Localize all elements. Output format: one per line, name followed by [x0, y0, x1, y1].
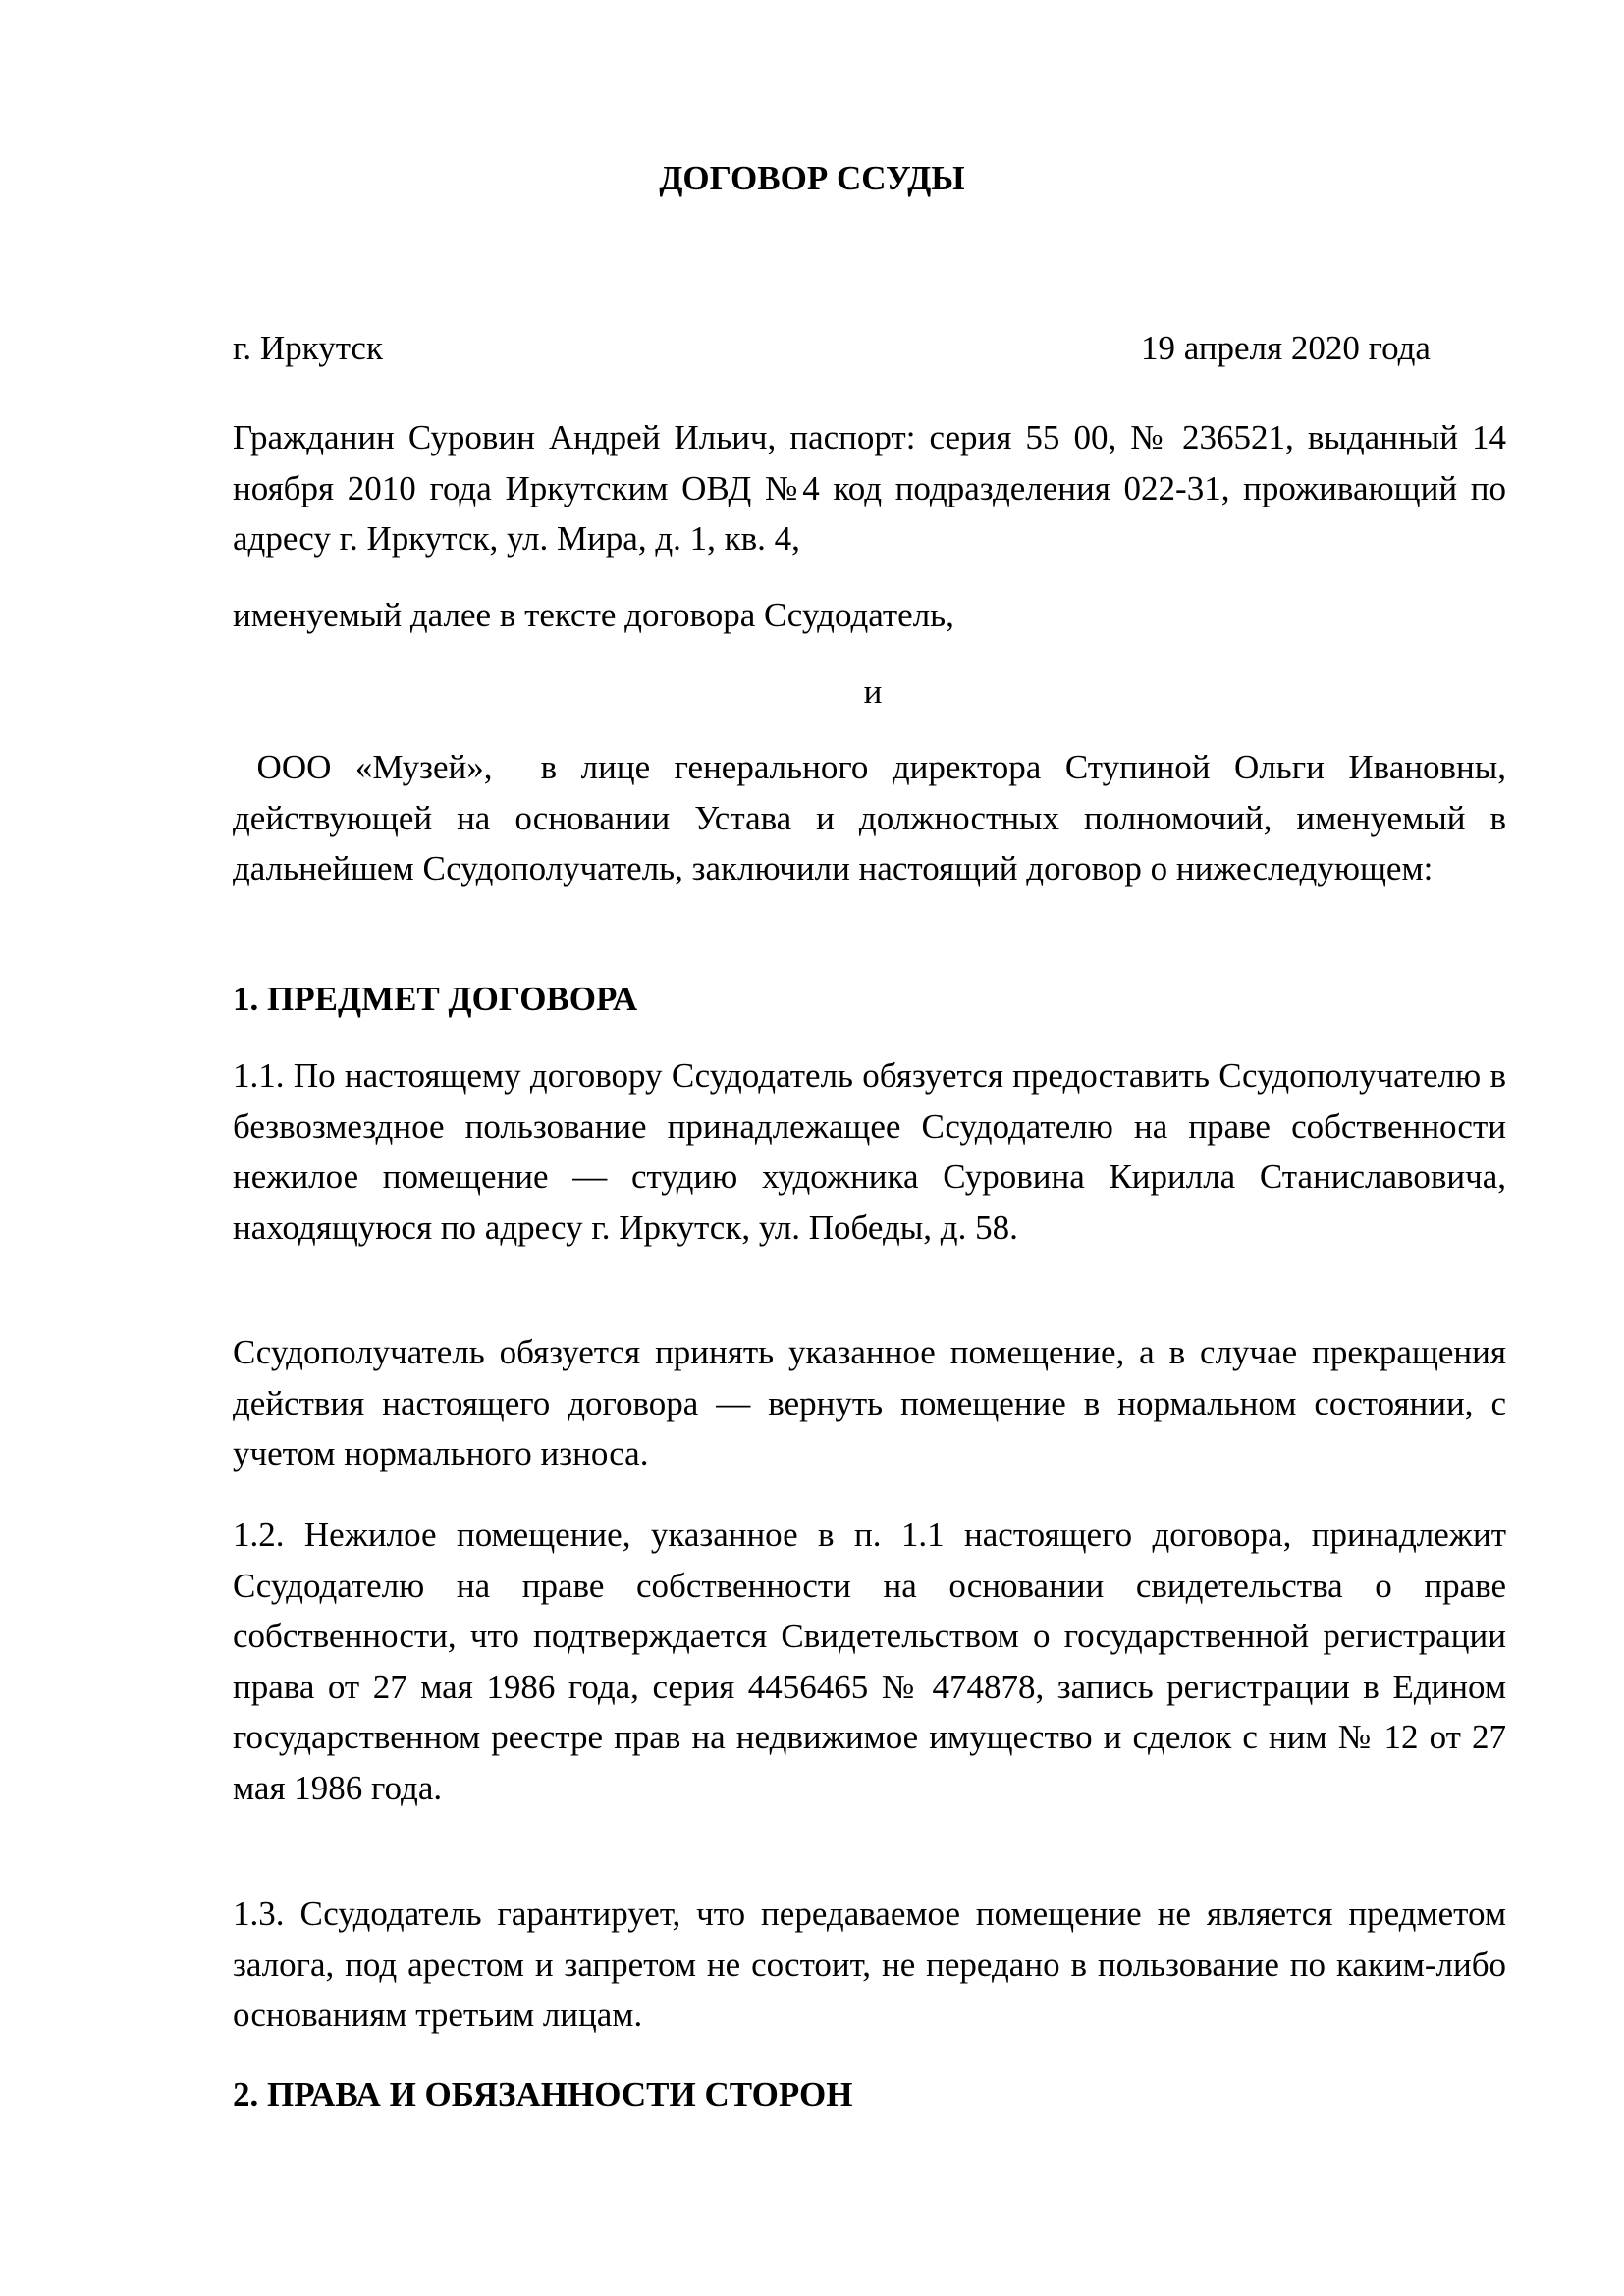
contract-city: г. Иркутск [233, 329, 383, 367]
document-title: ДОГОВОР ССУДЫ [659, 159, 965, 197]
contract-date: 19 апреля 2020 года [1141, 329, 1431, 367]
party1-paragraph: Гражданин Суровин Андрей Ильич, паспорт: серия 55 00, № 236521, выданный 14 ноября 2010 года Иркутским ОВД №4 код подразделения 022-31, проживающий по адресу г. Иркутск, ул. Мира, д. 1, кв. 4, [233, 418, 1506, 558]
section1-heading: 1. ПРЕДМЕТ ДОГОВОРА [233, 980, 638, 1018]
section2-heading: 2. ПРАВА И ОБЯЗАННОСТИ СТОРОН [233, 2075, 853, 2113]
clause-1-1-continuation: Ссудополучатель обязуется принять указанное помещение, а в случае прекращения действия настоящего договора — вернуть помещение в нормальном состоянии, с учетом нормального износа. [233, 1333, 1506, 1472]
party1-named-paragraph: именуемый далее в тексте договора Ссудодатель, [233, 596, 954, 634]
party2-paragraph: ООО «Музей», в лице генерального директора Ступиной Ольги Ивановны, действующей на основании Устава и должностных полномочий, именуемый в дальнейшем Ссудополучатель, заключили настоящий договор о нижеследующем: [233, 748, 1515, 887]
clause-1-1: 1.1. По настоящему договору Ссудодатель обязуется предоставить Ссудополучателю в безвозмездное пользование принадлежащее Ссудодателю на праве собственности нежилое помещение — студию художника Суровина Кирилла Станиславовича, находящуюся по адресу г. Иркутск, ул. Победы, д. 58. [233, 1056, 1506, 1247]
clause-1-2: 1.2. Нежилое помещение, указанное в п. 1.1 настоящего договора, принадлежит Ссудодателю на праве собственности на основании свидетельства о праве собственности, что подтверждается Свидетельством о государственной регистрации права от 27 мая 1986 года, серия 4456465 № 474878, запись регистрации в Едином государственном реестре прав на недвижимое имущество и сделок с ним № 12 от 27 мая 1986 года. [233, 1516, 1506, 1807]
clause-1-3: 1.3. Ссудодатель гарантирует, что передаваемое помещение не является предметом залога, под арестом и запретом не состоит, не передано в пользование по каким-либо основаниям третьим лицам. [233, 1895, 1506, 2034]
and-conjunction: и [863, 672, 883, 711]
